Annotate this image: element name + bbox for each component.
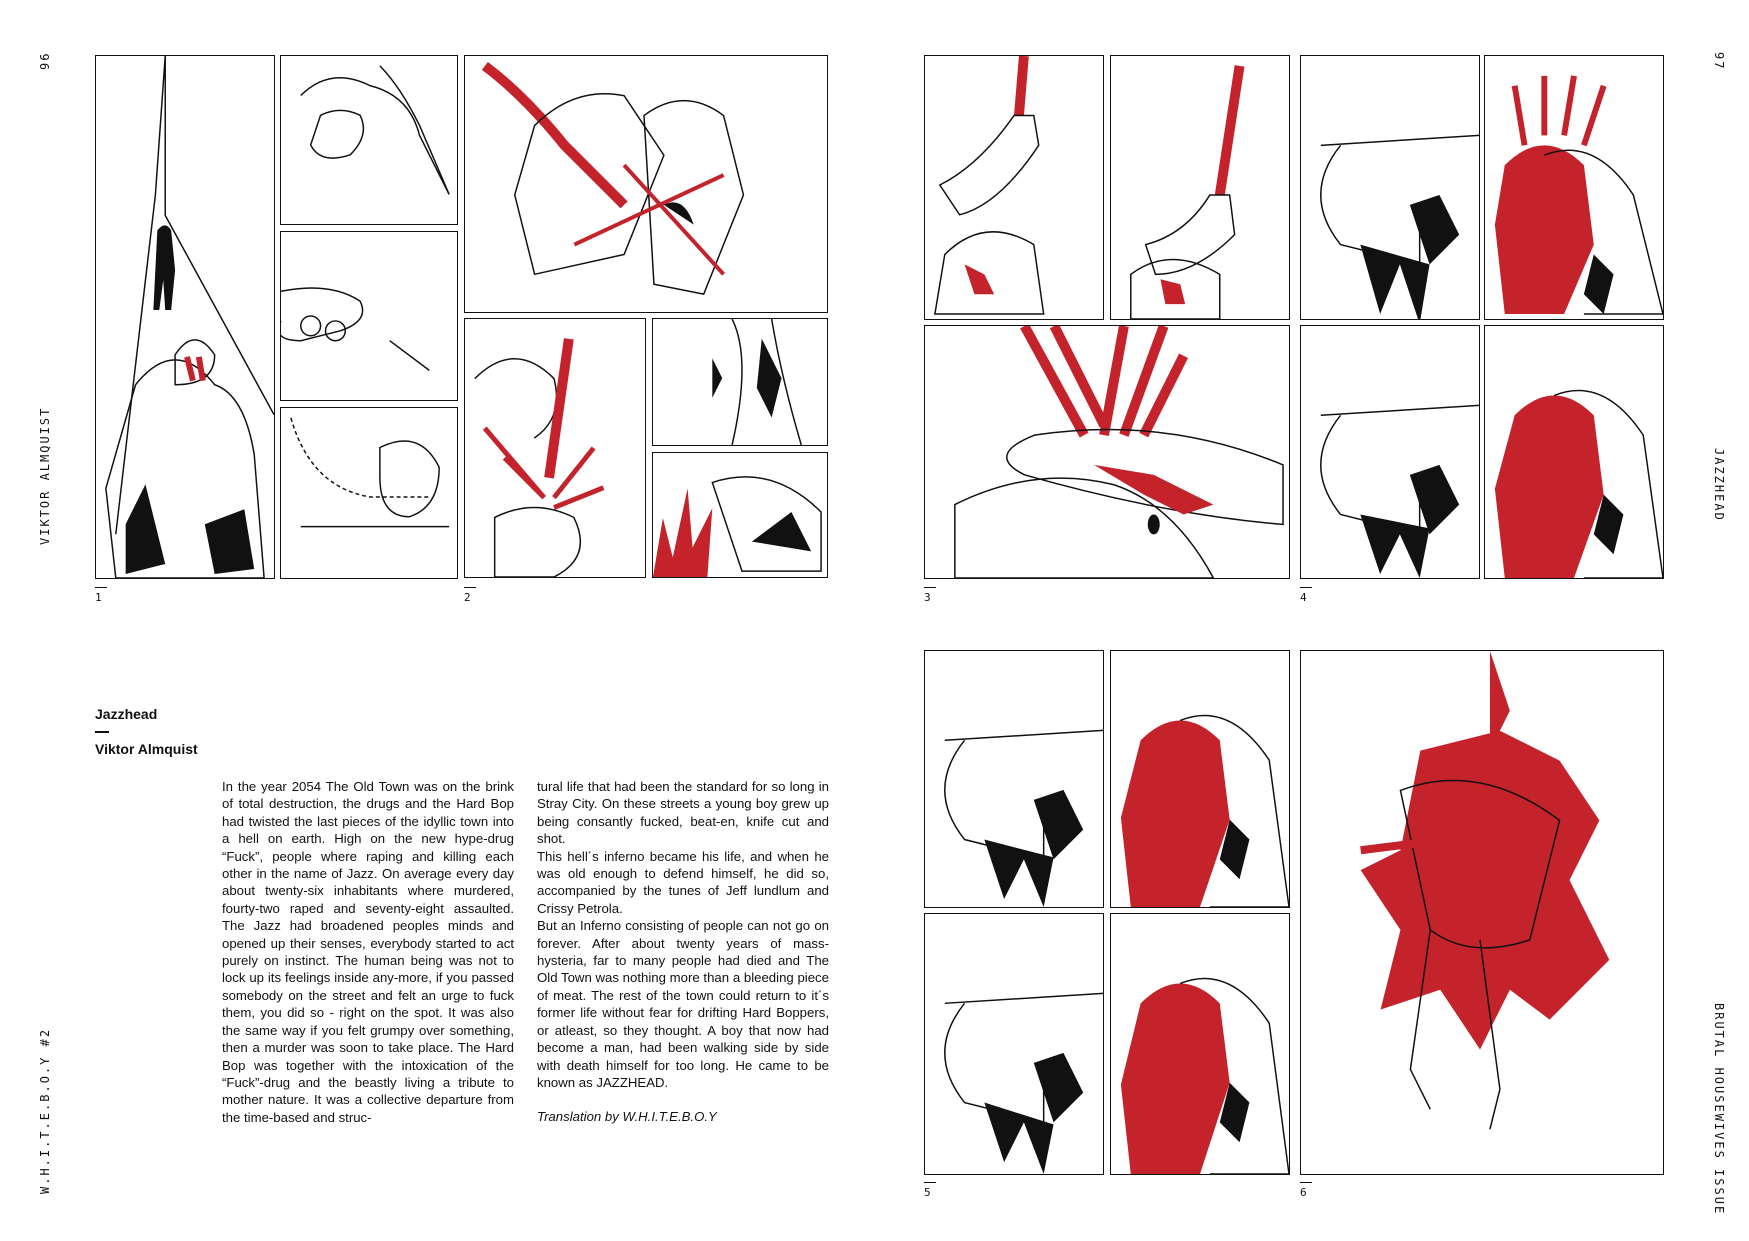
panel-number: 6: [1300, 1186, 1307, 1199]
body-paragraph: This hell´s inferno became his life, and when he was old enough to defend himself, he did so, accompanied by the tunes of Jeff lundlum and Crissy Petrola.: [537, 848, 829, 916]
comic-panel: [95, 55, 275, 579]
bat-swing-high-illustration: [925, 56, 1103, 319]
comic-panel: [280, 231, 458, 401]
pocket-illustration: [281, 408, 457, 578]
comic-panel: [1110, 913, 1290, 1175]
left-issue-tag: W.H.I.T.E.B.O.Y #2: [38, 1027, 52, 1194]
comic-panel: [1300, 650, 1664, 1175]
comic-panel: [464, 318, 646, 578]
title-divider: [95, 731, 109, 733]
fallen-body-illustration: [1301, 651, 1663, 1174]
comic-panel: [924, 913, 1104, 1175]
comic-panel: [924, 55, 1104, 320]
comic-panel: [1110, 55, 1290, 320]
panel-number: 2: [464, 591, 471, 604]
comic-panel: [924, 650, 1104, 908]
panel-number: 5: [924, 1186, 931, 1199]
panel-number: 3: [924, 591, 931, 604]
article-column-1: [222, 778, 514, 1126]
hand-grip-illustration: [281, 56, 457, 224]
right-issue-tag: BRUTAL HOUSEWIVES ISSUE: [1712, 1003, 1726, 1216]
comic-panel: [1300, 325, 1480, 579]
batter-raise-illustration: [925, 651, 1103, 907]
alley-walk-illustration: [96, 56, 274, 578]
bat-strike-illustration: [465, 56, 827, 312]
left-page-number: 96: [38, 51, 52, 70]
article-column-2: [537, 778, 829, 1126]
comic-panel: [1484, 325, 1664, 579]
comic-panel: [280, 407, 458, 579]
bloody-face-illustration: [1485, 326, 1663, 578]
bloody-face-illustration: [1111, 914, 1289, 1174]
bloody-face-illustration: [1111, 651, 1289, 907]
comic-panel: [1110, 650, 1290, 908]
comic-panel: [652, 452, 828, 578]
comic-panel: [1484, 55, 1664, 320]
hand-reach-illustration: [281, 232, 457, 400]
translation-credit: Translation by W.H.I.T.E.B.O.Y: [537, 1109, 717, 1125]
batter-raise-illustration: [1301, 56, 1479, 319]
comic-panel: [464, 55, 828, 313]
body-paragraph: In the year 2054 The Old Town was on the brink of total destruction, the drugs and the Hard Bop had twisted the last pieces of the idyllic town into a hell on earth. High on the new hype-drug “Fuck”, people where raping and killing each other in the name of Jazz. On average every day about twenty-six inhabitants where murdered, fourty-two raped and seventy-eight assaulted. The Jazz had broadened peoples minds and opened up their senses, everybody started to act purely on instinct. The human being was not to lock up its feelings inside any-more, if you passed somebody on the street and felt an urge to fuck them, you did so - right on the spot. It was also the same way if you felt grumpy over something, then a murder was soon to take place. The Hard Bop was together with the intoxication of the “Fuck”-drug and the beastly living a tribute to mother nature. It was a collective departure from the time-based and struc-: [222, 779, 514, 1125]
body-paragraph: But an Inferno consisting of people can not go on forever. After about twenty years of mass-hysteria, far to many people had died and The Old Town was nothing more than a bleeding piece of meat. The rest of the town could return to it´s former life without fear for drifting Hard Boppers, or atleast, so they thought. A boy that now had become a man, had been walking side by side with death himself for too long. He came to be known as JAZZHEAD.: [537, 918, 829, 1090]
right-page-number: 97: [1712, 52, 1726, 71]
figure-closeup-illustration: [653, 319, 827, 445]
panel-number: 1: [95, 591, 102, 604]
body-paragraph: tural life that had been the standard for so long in Stray City. On these streets a young boy grew up being consantly fucked, beat-en, knife cut and shot.: [537, 779, 829, 847]
head-impact-illustration: [925, 326, 1289, 578]
comic-panel: [652, 318, 828, 446]
bat-swing-down-illustration: [1111, 56, 1289, 319]
blood-burst-illustration: [653, 453, 827, 577]
bloody-face-illustration: [1485, 56, 1663, 319]
left-author-tag: VIKTOR ALMQUIST: [38, 406, 52, 545]
bat-raise-illustration: [465, 319, 645, 577]
right-section-tag: JAZZHEAD: [1712, 448, 1726, 522]
batter-swing-illustration: [925, 914, 1103, 1174]
comic-panel: [1300, 55, 1480, 320]
batter-swing-illustration: [1301, 326, 1479, 578]
comic-panel: [924, 325, 1290, 579]
comic-panel: [280, 55, 458, 225]
article-title: Jazzhead: [95, 706, 158, 722]
article-author: Viktor Almquist: [95, 741, 198, 757]
panel-number: 4: [1300, 591, 1307, 604]
